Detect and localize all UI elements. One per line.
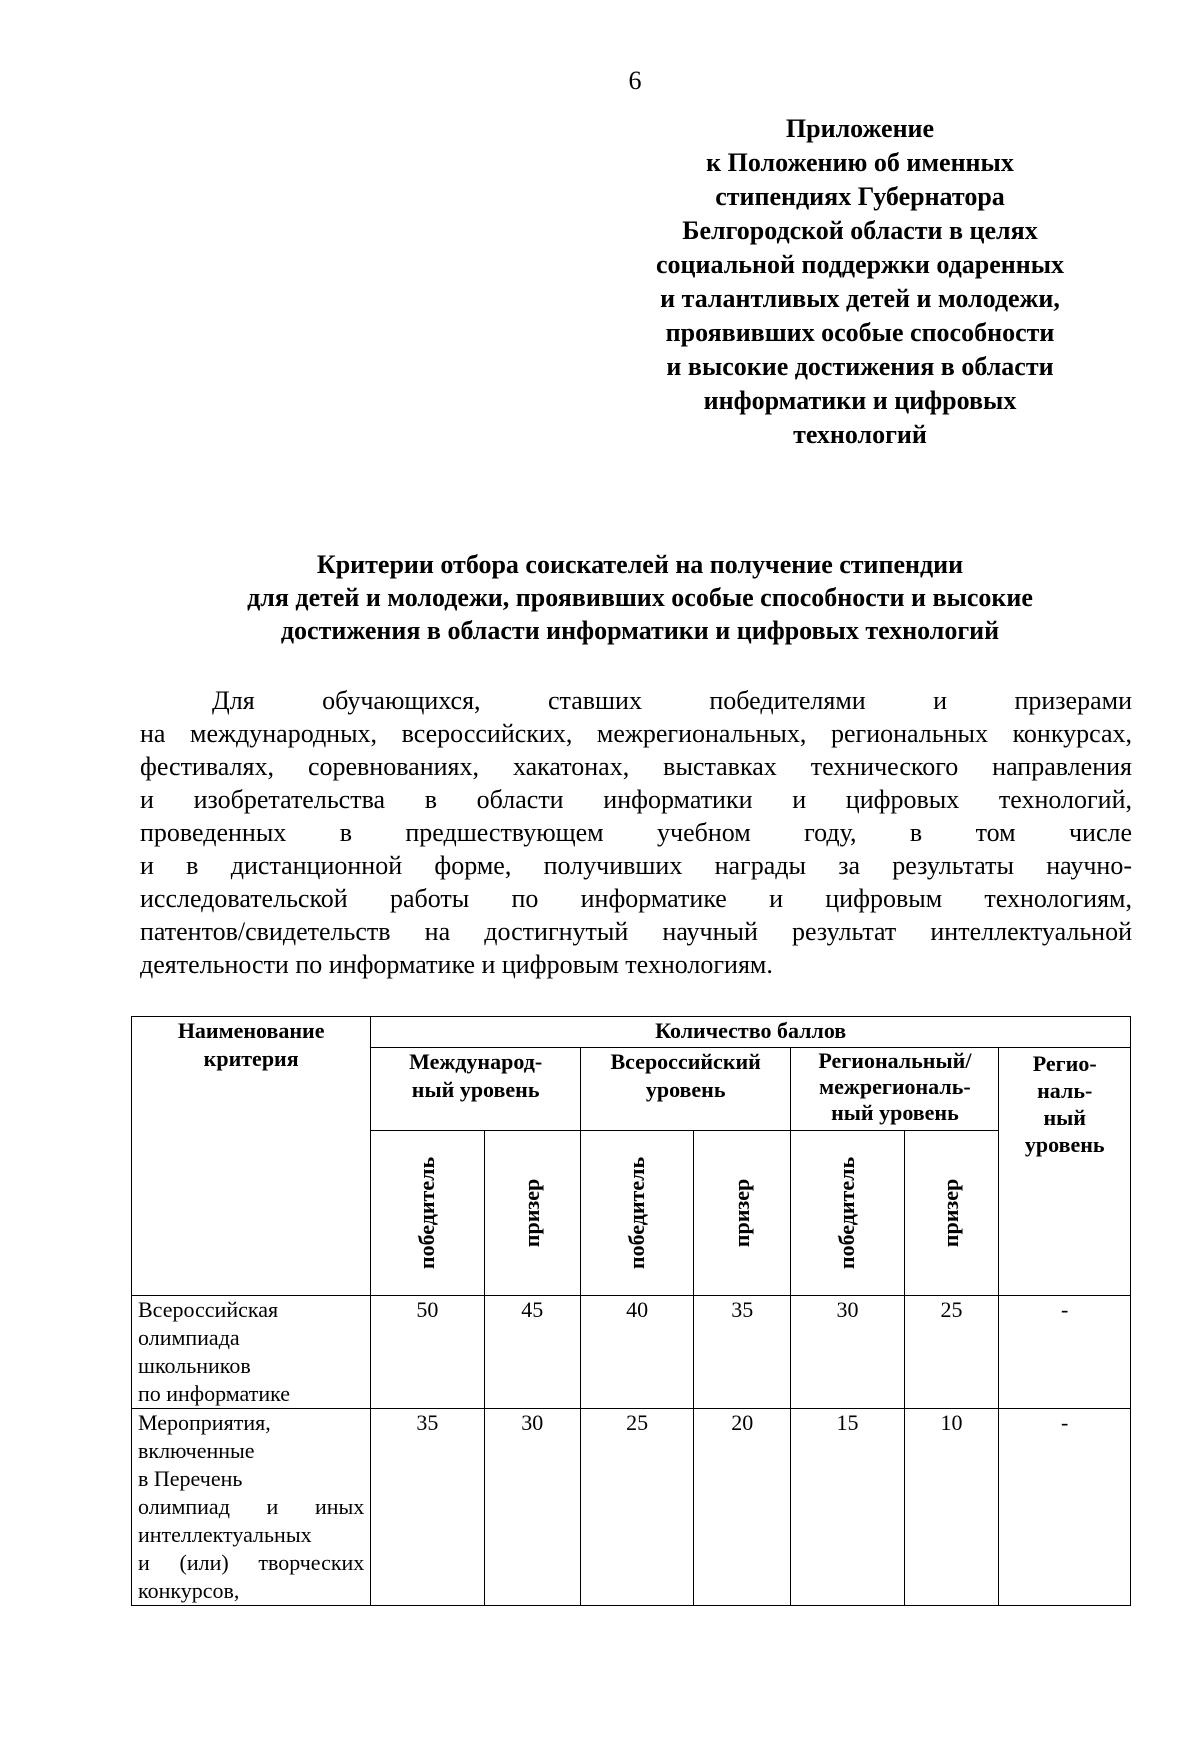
subheader-winner — [791, 1131, 904, 1296]
appendix-line: социальной поддержки одаренных — [655, 250, 1065, 279]
intro-line: и в дистанционной форме, получивших награды за результаты научно- — [140, 851, 1132, 880]
appendix-line: проявивших особые способности — [665, 318, 1055, 347]
criterion-line: включенные — [138, 1438, 255, 1463]
title-line: достижения в области информатики и цифровых технологий — [280, 616, 1000, 645]
appendix-line: стипендиях Губернатора — [715, 182, 1005, 211]
title-line: для детей и молодежи, проявивших особые способности и высокие — [247, 583, 1033, 612]
intro-line: исследовательской работы по информатике и цифровым технологиям, — [140, 884, 1132, 913]
score-cell: 35 — [694, 1296, 791, 1409]
intro-line: на международных, всероссийских, межрегиональных, региональных конкурсах, — [140, 719, 1132, 748]
score-cell: 50 — [371, 1296, 484, 1409]
title-line: Критерии отбора соискателей на получение стипендии — [316, 550, 964, 579]
subheader-label: победитель — [624, 1156, 650, 1270]
level-line: ный уровень — [831, 1100, 959, 1125]
appendix-line: и талантливых детей и молодежи, — [660, 284, 1060, 313]
subheader-prizewinner — [694, 1131, 791, 1296]
intro-line: проведенных в предшествующем учебном году, в том числе — [140, 818, 1132, 847]
level-header-regional — [999, 1048, 1131, 1296]
criterion-line: олимпиад и иных — [138, 1494, 365, 1519]
appendix-line: и высокие достижения в области — [666, 352, 1054, 381]
criterion-line: Мероприятия, — [138, 1410, 271, 1435]
intro-line: Для обучающихся, ставших победителями и призерами — [212, 686, 1132, 715]
score-cell: - — [999, 1296, 1131, 1409]
criterion-name — [132, 1296, 371, 1409]
criterion-name — [132, 1409, 371, 1606]
intro-line: и изобретательства в области информатики и цифровых технологий, — [140, 785, 1132, 814]
level-header-regional-interregional — [791, 1048, 999, 1131]
level-line: Всероссийский — [610, 1049, 761, 1074]
criterion-line: по информатике — [138, 1381, 291, 1406]
criterion-line: в Перечень — [138, 1466, 243, 1491]
subheader-label: победитель — [414, 1156, 440, 1270]
score-cell: 20 — [694, 1409, 791, 1606]
level-header-national — [580, 1048, 790, 1131]
appendix-line: информатики и цифровых — [703, 386, 1017, 415]
criterion-header: Наименование критерия — [132, 1017, 371, 1296]
subheader-winner — [371, 1131, 484, 1296]
appendix-line: к Положению об именных — [706, 148, 1014, 177]
level-line: ный уровень — [411, 1077, 540, 1102]
appendix-line: Белгородской области в целях — [682, 216, 1038, 245]
subheader-winner — [580, 1131, 693, 1296]
appendix-line: технологий — [793, 420, 927, 449]
intro-line: фестивалях, соревнованиях, хакатонах, выставках технического направления — [140, 752, 1132, 781]
criteria-table — [131, 1016, 1131, 1606]
level-line: уровень — [645, 1077, 726, 1102]
intro-line: патентов/свидетельств на достигнутый научный результат интеллектуальной — [140, 917, 1132, 946]
score-cell: 10 — [904, 1409, 999, 1606]
level-line: наль- — [1037, 1078, 1093, 1103]
level-header-international — [371, 1048, 581, 1131]
subheader-prizewinner — [904, 1131, 999, 1296]
criterion-line: школьников — [138, 1353, 251, 1378]
level-line: Регио- — [1032, 1051, 1097, 1076]
score-cell: 30 — [791, 1296, 904, 1409]
score-cell: 25 — [904, 1296, 999, 1409]
subheader-prizewinner — [484, 1131, 580, 1296]
criterion-line: олимпиада — [138, 1325, 240, 1350]
level-line: уровень — [1024, 1132, 1105, 1157]
level-line: Международ- — [409, 1049, 543, 1074]
score-cell: 40 — [580, 1296, 693, 1409]
table-row — [132, 1409, 1131, 1606]
level-line: межрегиональ- — [819, 1074, 971, 1099]
score-cell: 30 — [484, 1409, 580, 1606]
subheader-label: призер — [729, 1178, 755, 1248]
points-header: Количество баллов — [371, 1017, 1131, 1048]
subheader-label: победитель — [834, 1156, 860, 1270]
subheader-label: призер — [938, 1178, 964, 1248]
score-cell: 45 — [484, 1296, 580, 1409]
level-line: Региональный/ — [818, 1048, 972, 1073]
score-cell: 35 — [371, 1409, 484, 1606]
score-cell: 15 — [791, 1409, 904, 1606]
criterion-line: и (или) творческих — [138, 1550, 365, 1575]
subheader-label: призер — [519, 1178, 545, 1248]
page-number: 6 — [628, 66, 642, 95]
appendix-line: Приложение — [785, 114, 935, 143]
criterion-line: конкурсов, — [138, 1578, 240, 1603]
score-cell: 25 — [580, 1409, 693, 1606]
appendix-heading — [600, 112, 1120, 452]
intro-line: деятельности по информатике и цифровым технологиям. — [140, 950, 773, 979]
criterion-line: интеллектуальных — [138, 1522, 312, 1547]
score-cell: - — [999, 1409, 1131, 1606]
table-row — [132, 1296, 1131, 1409]
level-line: ный — [1043, 1105, 1086, 1130]
intro-paragraph — [140, 684, 1132, 981]
document-title — [140, 548, 1140, 647]
criterion-line: Всероссийская — [138, 1297, 279, 1322]
